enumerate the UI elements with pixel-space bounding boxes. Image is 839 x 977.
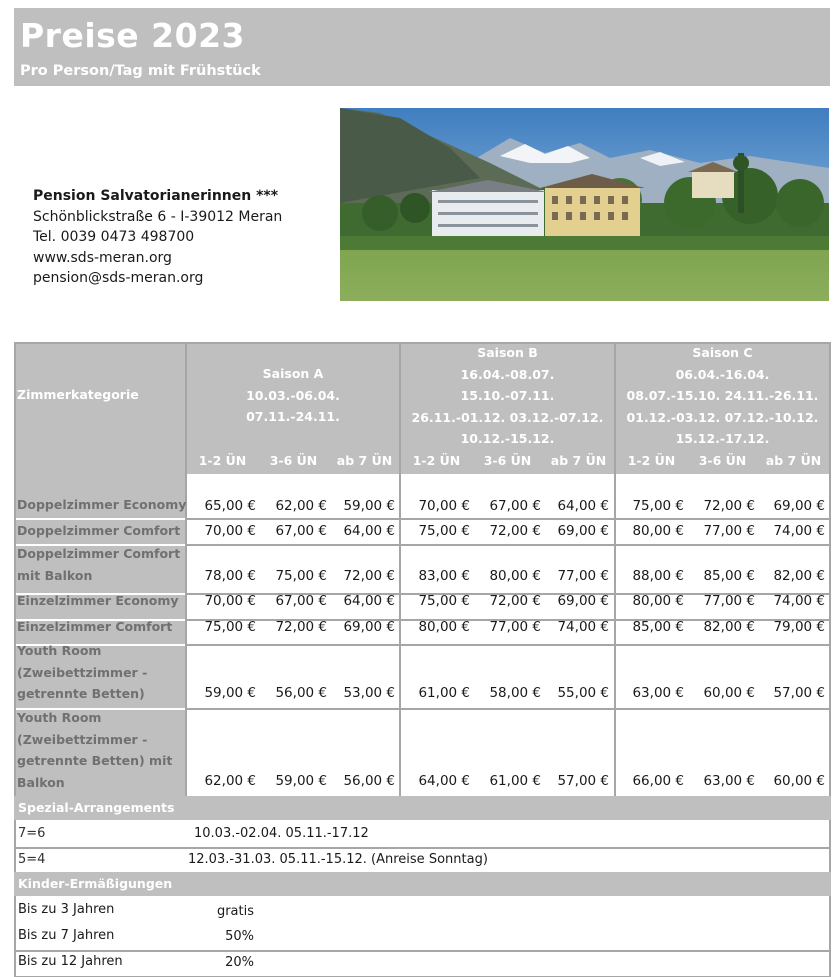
price-cell: 58,00 € (489, 685, 541, 701)
price-cell: 67,00 € (275, 593, 327, 609)
price-cell: 57,00 € (773, 685, 825, 701)
price-cell: 77,00 € (557, 568, 609, 584)
price-cell: 64,00 € (418, 773, 470, 789)
price-cell: 85,00 € (632, 619, 684, 635)
kids-discount-value: gratis (216, 904, 254, 919)
special-dates: 12.03.-31.03. 05.11.-15.12. (Anreise Sonntag) (188, 852, 488, 867)
stay-col-7: ab 7 ÜN (336, 453, 393, 468)
row-label-ez-comfort: Einzelzimmer Comfort (17, 619, 173, 634)
season-c-header: Saison C 06.04.-16.04. 08.07.-15.10. 24.11.-26.11. 01.12.-03.12. 07.12.-10.12. 15.12.-17.12. (626, 345, 819, 446)
specials-header: Spezial-Arrangements (14, 796, 831, 820)
price-cell: 75,00 € (275, 568, 327, 584)
price-cell: 56,00 € (343, 773, 395, 789)
price-cell: 59,00 € (275, 773, 327, 789)
price-cell: 56,00 € (275, 685, 327, 701)
kids-age-label: Bis zu 3 Jahren (18, 902, 115, 917)
price-cell: 77,00 € (703, 593, 755, 609)
price-cell: 72,00 € (489, 523, 541, 539)
price-cell: 63,00 € (632, 685, 684, 701)
price-cell: 69,00 € (557, 593, 609, 609)
price-cell: 78,00 € (204, 568, 256, 584)
price-cell: 64,00 € (343, 523, 395, 539)
price-cell: 53,00 € (343, 685, 395, 701)
email-link[interactable]: pension@sds-meran.org (33, 270, 204, 287)
stay-col-7: ab 7 ÜN (765, 453, 822, 468)
pension-name: Pension Salvatorianerinnen *** (33, 188, 279, 204)
price-cell: 64,00 € (343, 593, 395, 609)
season-b-header: Saison B 16.04.-08.07. 15.10.-07.11. 26.11.-01.12. 03.12.-07.12. 10.12.-15.12. (411, 345, 604, 446)
kids-discount-value: 50% (225, 929, 254, 944)
price-cell: 72,00 € (275, 619, 327, 635)
price-cell: 74,00 € (773, 523, 825, 539)
stay-col-7: ab 7 ÜN (550, 453, 607, 468)
stay-col-1-2: 1-2 ÜN (627, 453, 676, 468)
price-cell: 82,00 € (703, 619, 755, 635)
price-cell: 74,00 € (773, 593, 825, 609)
price-cell: 69,00 € (773, 498, 825, 514)
price-cell: 75,00 € (632, 498, 684, 514)
price-cell: 83,00 € (418, 568, 470, 584)
price-cell: 75,00 € (204, 619, 256, 635)
price-cell: 67,00 € (489, 498, 541, 514)
price-cell: 63,00 € (703, 773, 755, 789)
row-label-ez-economy: Einzelzimmer Economy (17, 593, 179, 608)
price-cell: 64,00 € (557, 498, 609, 514)
price-cell: 88,00 € (632, 568, 684, 584)
price-cell: 70,00 € (204, 523, 256, 539)
stay-col-3-6: 3-6 ÜN (698, 453, 747, 468)
row-label-dz-comfort-balkon: Doppelzimmer Comfort mit Balkon (17, 546, 181, 583)
price-cell: 60,00 € (703, 685, 755, 701)
price-cell: 74,00 € (557, 619, 609, 635)
price-cell: 59,00 € (343, 498, 395, 514)
row-label-youth-room: Youth Room (Zweibettzimmer - getrennte Betten) (17, 643, 148, 701)
price-cell: 59,00 € (204, 685, 256, 701)
special-label: 5=4 (18, 852, 46, 867)
row-label-dz-comfort: Doppelzimmer Comfort (17, 523, 181, 538)
row-label-dz-economy: Doppelzimmer Economy (17, 497, 187, 512)
price-cell: 75,00 € (418, 523, 470, 539)
price-cell: 55,00 € (557, 685, 609, 701)
price-cell: 66,00 € (632, 773, 684, 789)
price-cell: 67,00 € (275, 523, 327, 539)
category-header: Zimmerkategorie (17, 387, 139, 402)
stay-col-1-2: 1-2 ÜN (198, 453, 247, 468)
page-title: Preise 2023 (20, 16, 246, 55)
price-cell: 65,00 € (204, 498, 256, 514)
price-cell: 82,00 € (773, 568, 825, 584)
price-cell: 69,00 € (557, 523, 609, 539)
season-a-header: Saison A 10.03.-06.04. 07.11.-24.11. (246, 366, 340, 424)
kids-age-label: Bis zu 12 Jahren (18, 954, 123, 969)
special-dates: 10.03.-02.04. 05.11.-17.12 (194, 826, 369, 841)
price-cell: 70,00 € (204, 593, 256, 609)
price-cell: 80,00 € (632, 523, 684, 539)
page-subtitle: Pro Person/Tag mit Frühstück (20, 63, 261, 79)
stay-col-1-2: 1-2 ÜN (412, 453, 461, 468)
special-label: 7=6 (18, 826, 46, 841)
contact-block (33, 186, 282, 289)
price-cell: 77,00 € (489, 619, 541, 635)
kids-age-label: Bis zu 7 Jahren (18, 928, 115, 943)
price-cell: 62,00 € (275, 498, 327, 514)
row-label-youth-room-balkon: Youth Room (Zweibettzimmer - getrennte Betten) mit Balkon (17, 710, 173, 790)
price-cell: 72,00 € (343, 568, 395, 584)
price-cell: 80,00 € (489, 568, 541, 584)
price-table (14, 342, 831, 977)
kids-header: Kinder-Ermäßigungen (14, 872, 831, 896)
price-cell: 57,00 € (557, 773, 609, 789)
address: Schönblickstraße 6 - I-39012 Meran (33, 208, 283, 225)
stay-col-3-6: 3-6 ÜN (483, 453, 532, 468)
price-cell: 75,00 € (418, 593, 470, 609)
kids-discount-value: 20% (225, 955, 254, 970)
price-cell: 62,00 € (204, 773, 256, 789)
website-link[interactable]: www.sds-meran.org (33, 249, 172, 266)
price-cell: 79,00 € (773, 619, 825, 635)
price-cell: 80,00 € (418, 619, 470, 635)
phone: Tel. 0039 0473 498700 (33, 229, 195, 246)
pension-photo (340, 108, 829, 301)
price-cell: 85,00 € (703, 568, 755, 584)
price-cell: 72,00 € (489, 593, 541, 609)
price-cell: 60,00 € (773, 773, 825, 789)
price-cell: 80,00 € (632, 593, 684, 609)
price-cell: 70,00 € (418, 498, 470, 514)
price-cell: 72,00 € (703, 498, 755, 514)
price-cell: 69,00 € (343, 619, 395, 635)
price-cell: 61,00 € (489, 773, 541, 789)
price-cell: 77,00 € (703, 523, 755, 539)
stay-col-3-6: 3-6 ÜN (269, 453, 318, 468)
price-cell: 61,00 € (418, 685, 470, 701)
title-banner (14, 8, 830, 86)
